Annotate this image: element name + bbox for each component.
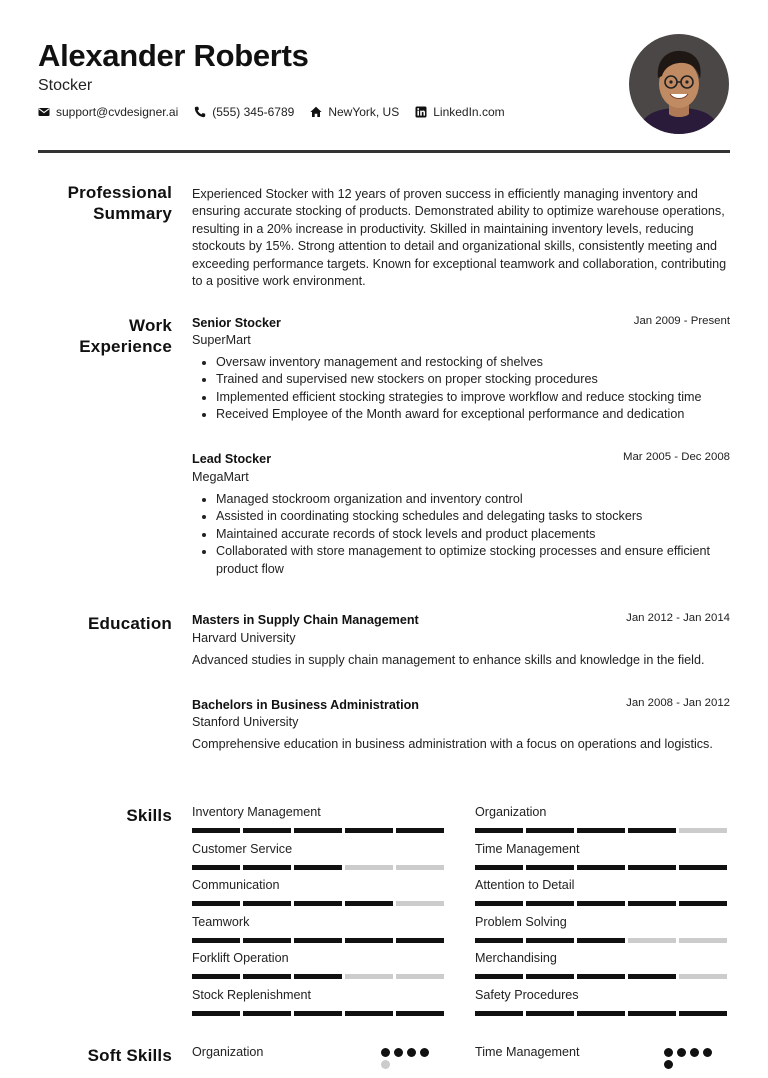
job-title: Lead Stocker <box>192 452 272 466</box>
job-bullets <box>192 491 746 578</box>
skill-level-segment <box>526 865 574 870</box>
skill-level-segment <box>475 901 523 906</box>
profile-photo <box>629 34 729 134</box>
section-title-summary-line2: Summary <box>93 204 172 223</box>
skill-label: Communication <box>192 878 280 893</box>
skill-level-segment <box>294 828 342 833</box>
skill-level-segment <box>243 865 291 870</box>
skill-level-segment <box>577 974 625 979</box>
skill-level-segment <box>577 938 625 943</box>
bullet-item: • Assisted in coordinating stocking schedules and delegating tasks to stockers <box>216 508 746 525</box>
skill-level-segment <box>679 901 727 906</box>
skill-item <box>192 951 446 979</box>
skill-level-segment <box>396 938 444 943</box>
section-title-work-line2: Experience <box>79 337 172 356</box>
skill-level-segment <box>526 938 574 943</box>
skill-level-segment <box>577 865 625 870</box>
skill-level-bar <box>475 901 729 906</box>
rating-dot <box>690 1048 699 1057</box>
section-title-work <box>79 315 172 357</box>
skill-label: Merchandising <box>475 951 557 966</box>
skill-label: Forklift Operation <box>192 951 289 966</box>
bullet-item: • Managed stockroom organization and inventory control <box>216 491 746 508</box>
contact-location <box>310 105 399 119</box>
skill-level-segment <box>294 865 342 870</box>
skill-level-segment <box>526 1011 574 1016</box>
skill-level-segment <box>396 974 444 979</box>
skill-level-bar <box>192 1011 446 1016</box>
skill-level-segment <box>243 1011 291 1016</box>
skill-label: Time Management <box>475 841 580 856</box>
skill-label: Problem Solving <box>475 914 567 929</box>
skill-level-segment <box>192 974 240 979</box>
skill-label: Customer Service <box>192 841 293 856</box>
skill-level-segment <box>396 1011 444 1016</box>
soft-skill-label: Organization <box>192 1045 264 1059</box>
soft-skill-rating <box>381 1048 441 1069</box>
bullet-item: • Maintained accurate records of stock levels and product placements <box>216 526 746 543</box>
skill-level-segment <box>679 1011 727 1016</box>
edu-school: Harvard University <box>192 631 296 645</box>
rating-dot <box>664 1048 673 1057</box>
skill-item <box>192 842 446 870</box>
bullet-item: • Trained and supervised new stockers on proper stocking procedures <box>216 371 746 388</box>
skill-level-segment <box>243 974 291 979</box>
skill-item <box>192 805 446 833</box>
contact-bar <box>38 105 505 119</box>
envelope-icon <box>38 106 50 118</box>
contact-phone[interactable] <box>194 105 294 119</box>
skill-label: Stock Replenishment <box>192 988 312 1002</box>
bullet-item: • Oversaw inventory management and restocking of shelves <box>216 354 746 371</box>
edu-description: Advanced studies in supply chain management to enhance skills and knowledge in the field. <box>192 653 705 667</box>
skill-label: Attention to Detail <box>475 878 575 893</box>
skill-level-segment <box>192 865 240 870</box>
rating-dot <box>664 1060 673 1069</box>
contact-linkedin[interactable] <box>415 105 504 119</box>
skill-level-segment <box>628 901 676 906</box>
summary-text: Experienced Stocker with 12 years of proven success in efficiently managing inventory and ensuring accurate stocking of products. Demonstrated ability to optimize warehouse operations, resulting in a 20% increase in productivity. Skilled in maintaining inventory levels, reducing stockouts by 15%. Strong attention to detail and organizational skills, consistently meeting and exceeding performance targets. Known for exceptional teamwork and collaboration, contributing to a positive work environment. <box>192 187 727 289</box>
soft-skill-rating <box>664 1048 724 1069</box>
skill-item <box>192 988 446 1016</box>
skill-level-segment <box>396 828 444 833</box>
skill-level-segment <box>294 974 342 979</box>
section-title-skills: Skills <box>126 806 172 825</box>
job-title: Senior Stocker <box>192 316 281 330</box>
skill-level-segment <box>345 1011 393 1016</box>
skill-level-segment <box>628 865 676 870</box>
skill-level-bar <box>475 938 729 943</box>
section-title-summary <box>68 182 172 224</box>
edu-degree: Bachelors in Business Administration <box>192 698 419 712</box>
rating-dot <box>703 1048 712 1057</box>
edu-dates: Jan 2012 - Jan 2014 <box>626 612 730 624</box>
soft-skill-label: Time Management <box>475 1045 580 1059</box>
skill-level-segment <box>679 865 727 870</box>
skill-item <box>475 878 729 906</box>
bullet-item: • Collaborated with store management to optimize stocking processes and ensure efficient product flow <box>216 543 746 578</box>
skill-level-segment <box>192 901 240 906</box>
skill-level-segment <box>192 1011 240 1016</box>
skill-level-bar <box>192 938 446 943</box>
rating-dot <box>381 1048 390 1057</box>
job-dates: Jan 2009 - Present <box>633 315 730 327</box>
skill-level-segment <box>345 938 393 943</box>
skill-level-segment <box>396 865 444 870</box>
skill-level-segment <box>345 901 393 906</box>
skill-level-segment <box>475 974 523 979</box>
phone-icon <box>194 106 206 118</box>
skill-level-bar <box>192 828 446 833</box>
skill-level-segment <box>679 828 727 833</box>
skill-item <box>475 951 729 979</box>
skill-level-segment <box>345 828 393 833</box>
bullet-item: • Implemented efficient stocking strategies to improve workflow and reduce stocking time <box>216 389 746 406</box>
skill-level-segment <box>294 938 342 943</box>
job-dates: Mar 2005 - Dec 2008 <box>622 451 730 463</box>
skill-label: Organization <box>475 805 547 819</box>
edu-description: Comprehensive education in business administration with a focus on operations and logistics. <box>192 737 713 751</box>
skill-level-segment <box>475 865 523 870</box>
skill-level-segment <box>475 938 523 943</box>
contact-email-text: support@cvdesigner.ai <box>56 105 179 119</box>
skill-item <box>192 878 446 906</box>
skill-level-segment <box>345 974 393 979</box>
skill-level-bar <box>192 865 446 870</box>
contact-location-text: NewYork, US <box>328 105 400 119</box>
section-title-education: Education <box>88 614 172 633</box>
skill-level-segment <box>243 901 291 906</box>
edu-dates: Jan 2008 - Jan 2012 <box>626 697 730 709</box>
skill-level-segment <box>679 974 727 979</box>
skill-item <box>475 988 729 1016</box>
skill-level-bar <box>475 828 729 833</box>
skill-level-segment <box>526 974 574 979</box>
skill-level-bar <box>475 865 729 870</box>
home-icon <box>310 106 322 118</box>
edu-school: Stanford University <box>192 715 299 729</box>
bullet-item: • Received Employee of the Month award for exceptional performance and dedication <box>216 406 746 423</box>
skill-item <box>192 915 446 943</box>
linkedin-icon <box>415 106 427 118</box>
section-title-work-line1: Work <box>129 316 172 335</box>
skill-level-segment <box>243 938 291 943</box>
skill-level-segment <box>475 1011 523 1016</box>
skill-level-bar <box>475 1011 729 1016</box>
skill-label: Inventory Management <box>192 805 321 819</box>
skill-level-segment <box>679 938 727 943</box>
skill-level-segment <box>577 901 625 906</box>
job-company: SuperMart <box>192 333 251 347</box>
rating-dot <box>407 1048 416 1057</box>
rating-dot <box>394 1048 403 1057</box>
skill-level-segment <box>192 938 240 943</box>
rating-dot <box>420 1048 429 1057</box>
candidate-name: Alexander Roberts <box>38 38 309 73</box>
header-divider <box>38 150 730 153</box>
skill-level-bar <box>192 901 446 906</box>
skill-level-segment <box>628 974 676 979</box>
job-bullets <box>192 354 746 424</box>
section-title-soft-skills: Soft Skills <box>87 1046 172 1065</box>
skill-label: Teamwork <box>192 914 250 929</box>
skill-level-segment <box>628 938 676 943</box>
skill-label: Safety Procedures <box>475 988 579 1002</box>
job-company: MegaMart <box>192 470 249 484</box>
skill-level-segment <box>577 828 625 833</box>
skill-level-segment <box>628 828 676 833</box>
rating-dot <box>381 1060 390 1069</box>
skill-item <box>475 842 729 870</box>
skill-level-segment <box>345 865 393 870</box>
skill-level-segment <box>192 828 240 833</box>
skill-level-segment <box>628 1011 676 1016</box>
skill-level-segment <box>526 901 574 906</box>
skill-level-bar <box>475 974 729 979</box>
section-title-summary-line1: Professional <box>67 183 172 202</box>
skill-level-segment <box>243 828 291 833</box>
skill-item <box>475 805 729 833</box>
contact-linkedin-text: LinkedIn.com <box>433 105 505 119</box>
skill-level-segment <box>294 901 342 906</box>
skill-item <box>475 915 729 943</box>
contact-phone-text: (555) 345-6789 <box>212 105 295 119</box>
candidate-role: Stocker <box>38 77 93 94</box>
skill-level-segment <box>294 1011 342 1016</box>
skill-level-segment <box>396 901 444 906</box>
skill-level-segment <box>577 1011 625 1016</box>
skill-level-bar <box>192 974 446 979</box>
skill-level-segment <box>526 828 574 833</box>
skill-level-segment <box>475 828 523 833</box>
edu-degree: Masters in Supply Chain Management <box>192 613 419 627</box>
rating-dot <box>677 1048 686 1057</box>
contact-email[interactable] <box>38 105 178 119</box>
